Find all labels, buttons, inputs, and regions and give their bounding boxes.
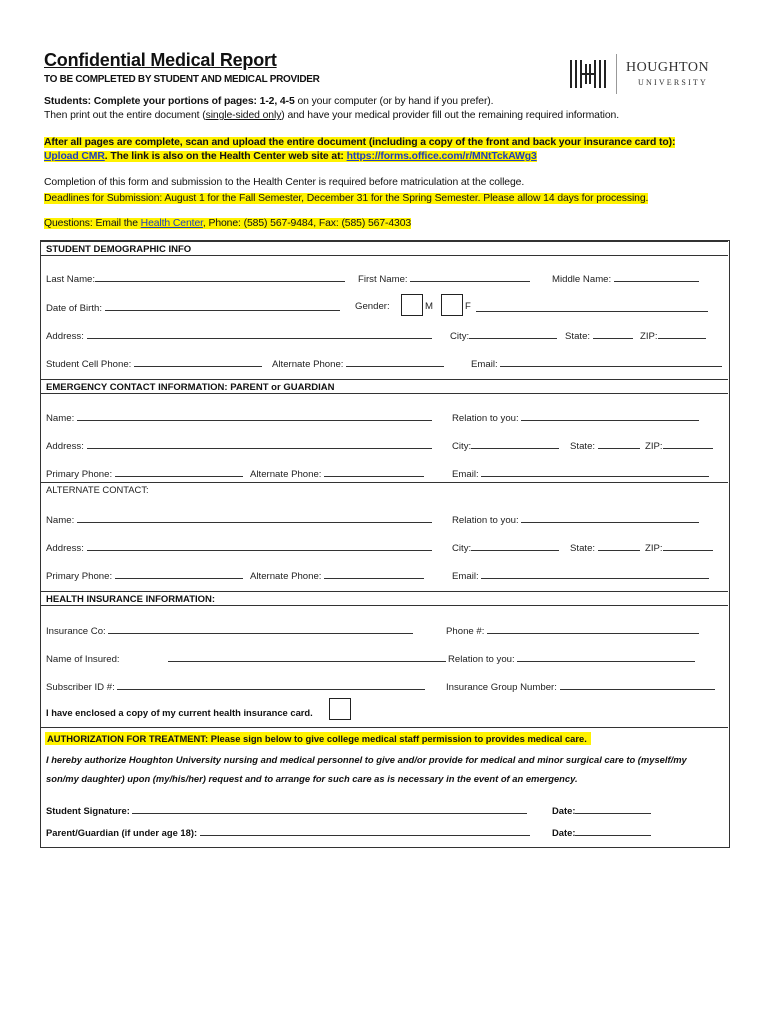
logo-name: HOUGHTON bbox=[626, 60, 710, 75]
emergency-primary-phone-field[interactable]: Primary Phone: bbox=[46, 467, 243, 480]
gender-label: Gender: bbox=[355, 301, 390, 312]
student-zip-field[interactable]: ZIP: bbox=[640, 329, 706, 342]
health-center-link[interactable]: Health Center bbox=[140, 218, 203, 229]
gender-line bbox=[476, 311, 708, 312]
alternate-email-field[interactable]: Email: bbox=[452, 569, 709, 582]
first-name-field[interactable]: First Name: bbox=[358, 272, 530, 285]
gender-m-checkbox[interactable] bbox=[401, 294, 423, 316]
university-crest-icon bbox=[568, 58, 608, 90]
insurance-phone-field[interactable]: Phone #: bbox=[446, 624, 699, 637]
authorization-body-2: son/my daughter) upon (my/his/her) request and to arrange for such care as is necessary in the event of an emergency. bbox=[46, 773, 578, 784]
student-section-heading: STUDENT DEMOGRAPHIC INFO bbox=[40, 241, 728, 256]
card-enclosed-checkbox[interactable] bbox=[329, 698, 351, 720]
authorization-divider bbox=[40, 727, 728, 728]
student-city-field[interactable]: City: bbox=[450, 329, 557, 342]
emergency-email-field[interactable]: Email: bbox=[452, 467, 709, 480]
forms-url-link[interactable]: https://forms.office.com/r/MNtTckAWg3 bbox=[346, 151, 537, 162]
alternate-zip-field[interactable]: ZIP: bbox=[645, 541, 713, 554]
authorization-heading: AUTHORIZATION FOR TREATMENT: Please sign below to give college medical staff permission to provides medical care. bbox=[45, 733, 591, 744]
alternate-name-field[interactable]: Name: bbox=[46, 513, 432, 526]
student-state-field[interactable]: State: bbox=[565, 329, 633, 342]
parent-signature-date[interactable]: Date: bbox=[552, 826, 651, 838]
dob-field[interactable]: Date of Birth: bbox=[46, 301, 340, 314]
student-address-field[interactable]: Address: bbox=[46, 329, 432, 342]
student-email-field[interactable]: Email: bbox=[471, 357, 722, 370]
alternate-relation-field[interactable]: Relation to you: bbox=[452, 513, 699, 526]
emergency-address-field[interactable]: Address: bbox=[46, 439, 432, 452]
completion-note: Completion of this form and submission to the Health Center is required before matriculation at the college. bbox=[44, 177, 525, 188]
last-name-field[interactable]: Last Name: bbox=[46, 272, 345, 285]
questions-note: Questions: Email the Health Center, Phone: (585) 567-9484, Fax: (585) 567-4303 bbox=[44, 218, 412, 229]
logo-divider bbox=[616, 54, 617, 94]
upload-cmr-link[interactable]: Upload CMR bbox=[44, 151, 105, 162]
subscriber-id-field[interactable]: Subscriber ID #: bbox=[46, 680, 425, 693]
gender-f-label: F bbox=[465, 301, 471, 312]
emergency-relation-field[interactable]: Relation to you: bbox=[452, 411, 699, 424]
emergency-alt-phone-field[interactable]: Alternate Phone: bbox=[250, 467, 424, 480]
houghton-logo bbox=[568, 54, 728, 98]
students-instruction: Students: Complete your portions of pages: 1-2, 4-5 on your computer (or by hand if you prefer). bbox=[44, 96, 494, 107]
group-number-field[interactable]: Insurance Group Number: bbox=[446, 680, 715, 693]
alternate-city-field[interactable]: City: bbox=[452, 541, 559, 554]
print-instruction: Then print out the entire document (single-sided only) and have your medical provider fill out the remaining required information. bbox=[44, 110, 619, 121]
emergency-state-field[interactable]: State: bbox=[570, 439, 640, 452]
alternate-address-field[interactable]: Address: bbox=[46, 541, 432, 554]
middle-name-field[interactable]: Middle Name: bbox=[552, 272, 699, 285]
parent-signature-field[interactable]: Parent/Guardian (if under age 18): bbox=[46, 826, 530, 838]
logo-university: UNIVERSITY bbox=[638, 78, 708, 87]
insured-name-field[interactable]: Name of Insured: bbox=[46, 652, 446, 665]
alternate-state-field[interactable]: State: bbox=[570, 541, 640, 554]
insurance-section-heading: HEALTH INSURANCE INFORMATION: bbox=[40, 591, 728, 606]
alternate-alt-phone-field[interactable]: Alternate Phone: bbox=[250, 569, 424, 582]
alternate-divider bbox=[40, 482, 728, 483]
page-subtitle: TO BE COMPLETED BY STUDENT AND MEDICAL PROVIDER bbox=[44, 74, 320, 85]
gender-f-checkbox[interactable] bbox=[441, 294, 463, 316]
insurance-company-field[interactable]: Insurance Co: bbox=[46, 624, 413, 637]
page-title: Confidential Medical Report bbox=[44, 50, 277, 70]
emergency-city-field[interactable]: City: bbox=[452, 439, 559, 452]
deadlines-note: Deadlines for Submission: August 1 for the Fall Semester, December 31 for the Spring Semester. Please allow 14 days for processing. bbox=[44, 193, 649, 204]
alternate-contact-heading: ALTERNATE CONTACT: bbox=[46, 484, 149, 495]
alternate-primary-phone-field[interactable]: Primary Phone: bbox=[46, 569, 243, 582]
emergency-name-field[interactable]: Name: bbox=[46, 411, 432, 424]
emergency-zip-field[interactable]: ZIP: bbox=[645, 439, 713, 452]
card-enclosed-label: I have enclosed a copy of my current health insurance card. bbox=[46, 707, 313, 718]
student-alt-phone-field[interactable]: Alternate Phone: bbox=[272, 357, 444, 370]
student-signature-field[interactable]: Student Signature: bbox=[46, 804, 527, 816]
student-cell-field[interactable]: Student Cell Phone: bbox=[46, 357, 262, 370]
emergency-section-heading: EMERGENCY CONTACT INFORMATION: PARENT or GUARDIAN bbox=[40, 379, 728, 394]
upload-instruction: After all pages are complete, scan and upload the entire document (including a copy of the front and back your insurance card to): bbox=[44, 137, 676, 148]
upload-links: Upload CMR. The link is also on the Health Center web site at: https://forms.office.com/r/MNtTckAWg3 bbox=[44, 151, 537, 162]
insurance-relation-field[interactable]: Relation to you: bbox=[448, 652, 695, 665]
gender-m-label: M bbox=[425, 301, 433, 312]
authorization-body-1: I hereby authorize Houghton University nursing and medical personnel to give and/or provide for medical and minor surgical care to (myself/my bbox=[46, 754, 687, 765]
student-signature-date[interactable]: Date: bbox=[552, 804, 651, 816]
